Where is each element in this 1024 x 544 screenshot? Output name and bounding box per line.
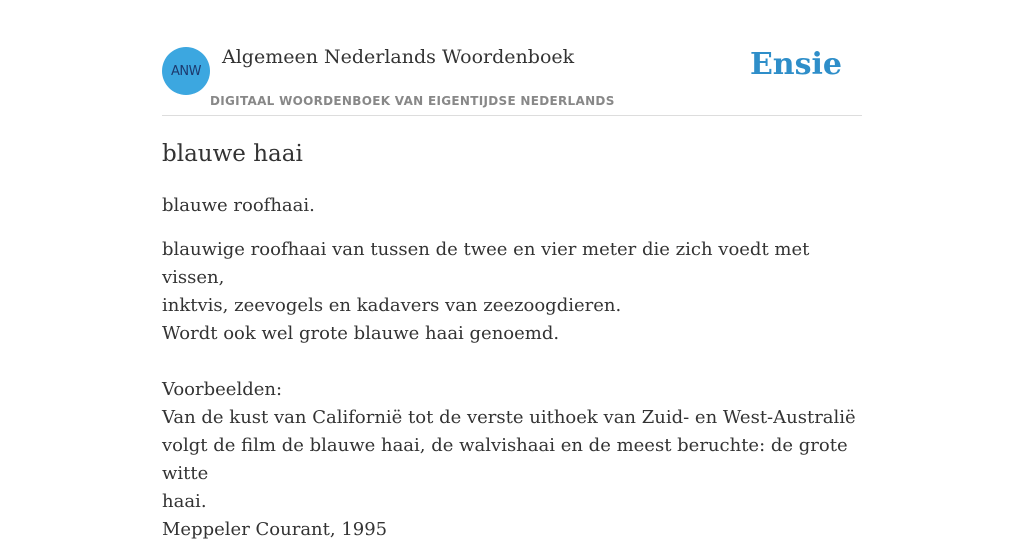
brand-logo[interactable]: Ensie <box>749 47 842 82</box>
long-definition <box>162 236 862 544</box>
examples-heading: Voorbeelden: <box>162 379 283 400</box>
example-source: Meppeler Courant, 1995 <box>162 519 388 540</box>
anw-logo[interactable] <box>162 47 210 95</box>
definition-line: Wordt ook wel grote blauwe haai genoemd. <box>162 323 560 344</box>
header <box>162 0 862 116</box>
definition-line: blauwige roofhaai van tussen de twee en vier meter die zich voedt met vissen, <box>162 239 810 288</box>
site-subtitle: DIGITAAL WOORDENBOEK VAN EIGENTIJDSE NEDERLANDS <box>210 94 615 108</box>
example-line: Van de kust van Californië tot de verste uithoek van Zuid- en West-Australië <box>162 407 856 428</box>
definition-line: inktvis, zeevogels en kadavers van zeezoogdieren. <box>162 295 622 316</box>
entry-headword: blauwe haai <box>162 141 303 167</box>
short-definition: blauwe roofhaai. <box>162 195 315 216</box>
logo-text: ANW <box>171 63 201 79</box>
entry-content <box>162 138 862 544</box>
example-line: volgt de film de blauwe haai, de walvishaai en de meest beruchte: de grote witte <box>162 435 848 484</box>
example-line: haai. <box>162 491 207 512</box>
spacer <box>162 348 862 376</box>
site-title[interactable]: Algemeen Nederlands Woordenboek <box>222 46 575 68</box>
